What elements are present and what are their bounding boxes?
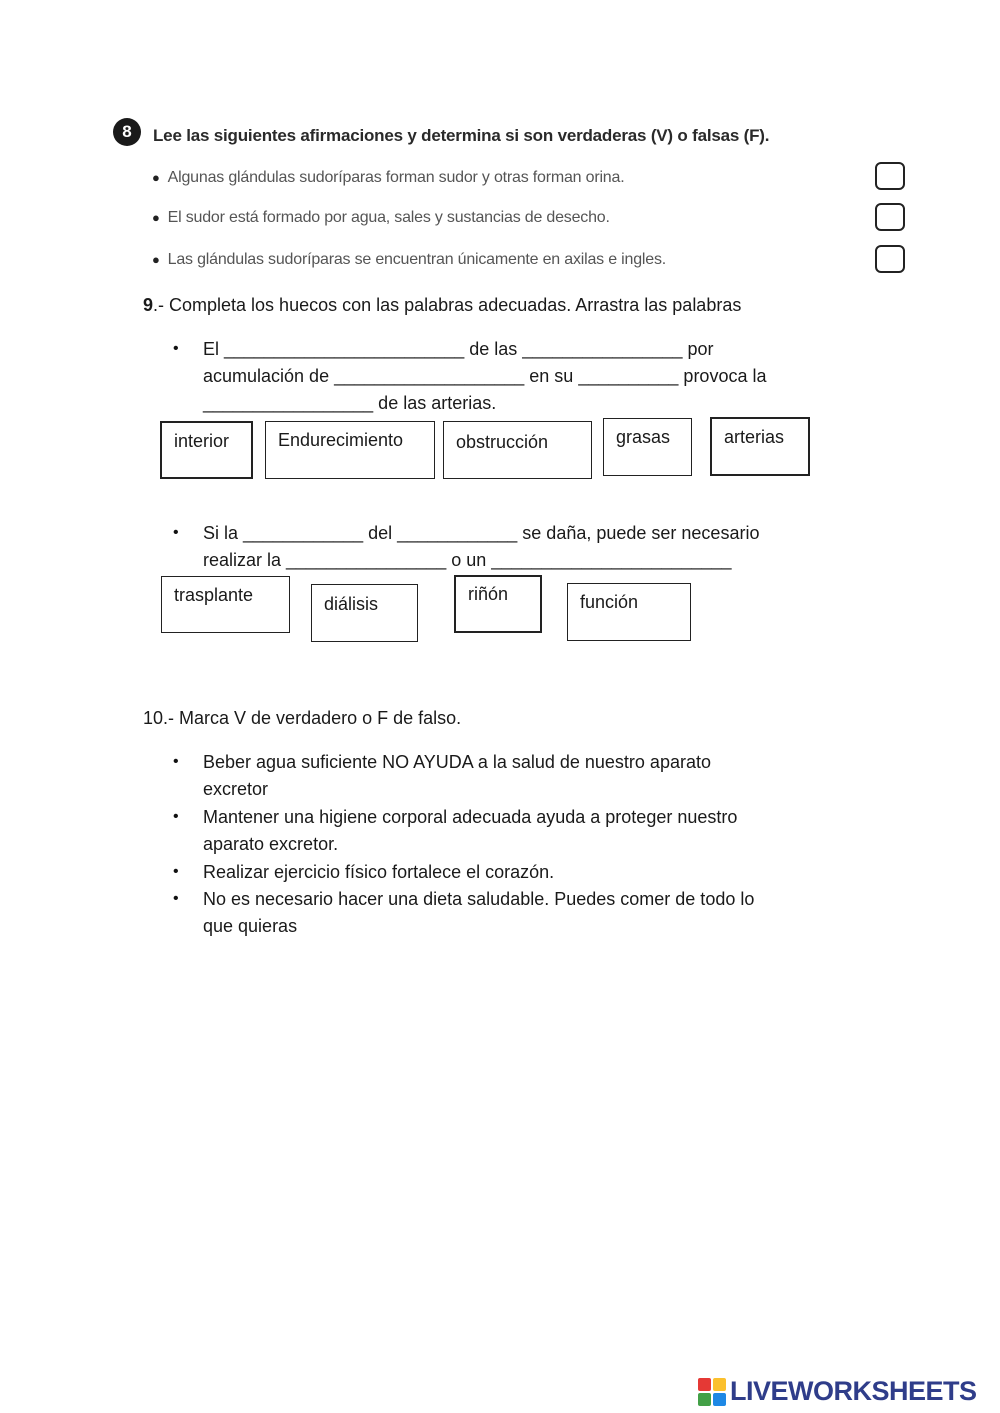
q9-item1-line2: acumulación de ___________________ en su __________ provoca la [203,366,767,386]
q9-item2-line2: realizar la ________________ o un ________________________ [203,550,732,570]
liveworksheets-wordmark: LIVEWORKSHEETS [730,1376,977,1406]
q9-item1-line3: _________________ de las arterias. [203,393,497,413]
bullet-dot-icon: • [173,753,179,770]
bullet-dot-icon: ● [152,252,160,267]
logo-square [713,1393,726,1406]
q10-item-1-line1: Beber agua suficiente NO AYUDA a la salud de nuestro aparato [203,752,711,772]
q8-answer-box-2[interactable] [875,203,905,231]
bullet-dot-icon: ● [152,170,160,185]
q10-item-4-line2: que quieras [203,916,298,936]
question-8-number-badge: 8 [113,118,141,146]
question-10-title: 10.- Marca V de verdadero o F de falso. [143,708,462,728]
bullet-dot-icon: • [173,890,179,907]
q9-item1-line1: El ________________________ de las ________________ por [203,339,714,359]
q8-statement-1: ● Algunas glándulas sudoríparas forman sudor y otras forman orina. [152,169,625,186]
word-tile-endurecimiento[interactable]: Endurecimiento [265,421,435,479]
q10-item-1-line2: excretor [203,779,269,799]
q9-item2-line1: Si la ____________ del ____________ se daña, puede ser necesario [203,523,760,543]
word-tile-trasplante[interactable]: trasplante [161,576,290,633]
word-tile-dialisis[interactable]: diálisis [311,584,418,642]
q8-answer-box-1[interactable] [875,162,905,190]
logo-square [698,1378,711,1391]
bullet-dot-icon: • [173,340,179,357]
bullet-dot-icon: • [173,863,179,880]
q10-item-4-line1: No es necesario hacer una dieta saludable. Puedes comer de todo lo [203,889,755,909]
bullet-dot-icon: • [173,808,179,825]
liveworksheets-logo-icon [698,1378,726,1406]
logo-square [713,1378,726,1391]
word-tile-interior[interactable]: interior [160,421,253,479]
q10-item-3-line1: Realizar ejercicio físico fortalece el corazón. [203,862,555,882]
q8-statement-2: ● El sudor está formado por agua, sales y sustancias de desecho. [152,209,610,226]
word-tile-rinon[interactable]: riñón [454,575,542,633]
question-8-title: Lee las siguientes afirmaciones y determina si son verdaderas (V) o falsas (F). [153,126,770,145]
question-9-instruction: 9.- Completa los huecos con las palabras adecuadas. Arrastra las palabras [143,295,742,315]
q10-item-2-line2: aparato excretor. [203,834,339,854]
word-tile-grasas[interactable]: grasas [603,418,692,476]
q8-answer-box-3[interactable] [875,245,905,273]
word-tile-funcion[interactable]: función [567,583,691,641]
liveworksheets-logo [698,1376,977,1407]
bullet-dot-icon: • [173,524,179,541]
q8-statement-3: ● Las glándulas sudoríparas se encuentran únicamente en axilas e ingles. [152,251,666,268]
q10-item-2-line1: Mantener una higiene corporal adecuada ayuda a proteger nuestro [203,807,738,827]
logo-square [698,1393,711,1406]
bullet-dot-icon: ● [152,210,160,225]
word-tile-obstruccion[interactable]: obstrucción [443,421,592,479]
word-tile-arterias[interactable]: arterias [710,417,810,476]
